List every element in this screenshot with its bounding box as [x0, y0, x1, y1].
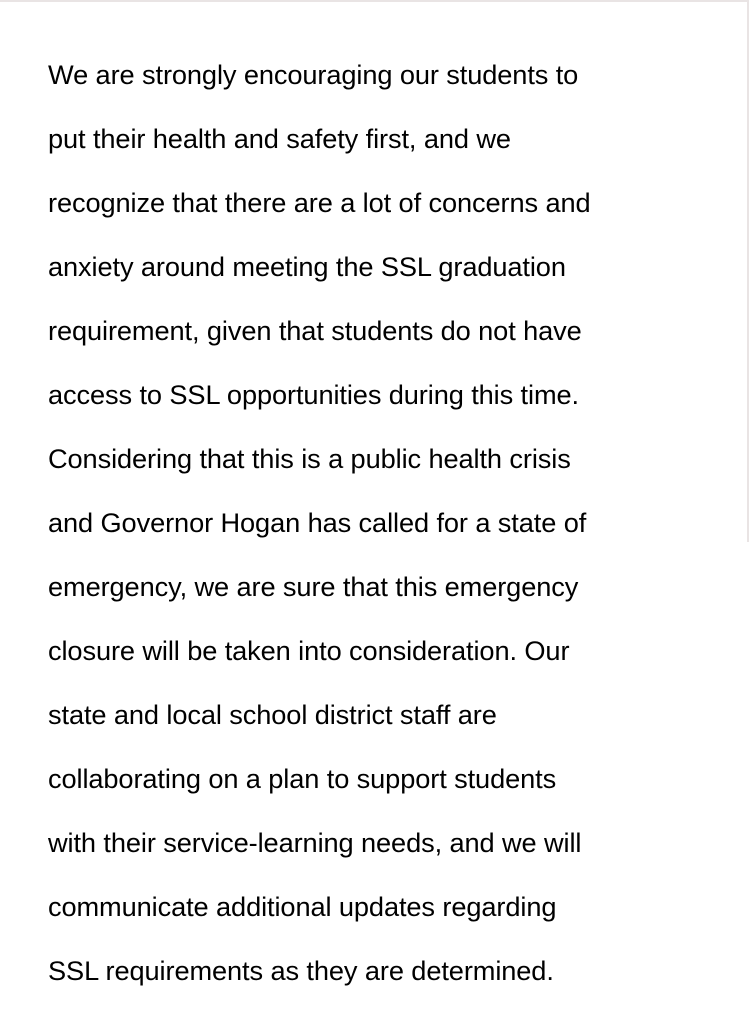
statement-line: closure will be taken into consideration. Our	[48, 635, 570, 666]
statement-line: communicate additional updates regarding	[48, 891, 557, 922]
statement-line: SSL requirements as they are determined.	[48, 955, 554, 986]
statement-line: emergency, we are sure that this emergency	[48, 571, 579, 602]
statement-line: anxiety around meeting the SSL graduation	[48, 251, 566, 282]
statement-line: and Governor Hogan has called for a state of	[48, 507, 587, 538]
statement-line: requirement, given that students do not have	[48, 315, 582, 346]
statement-line: Considering that this is a public health crisis	[48, 443, 571, 474]
statement-line: recognize that there are a lot of concerns and	[48, 187, 591, 218]
statement-line: access to SSL opportunities during this time.	[48, 379, 579, 410]
statement-line: with their service-learning needs, and we will	[48, 827, 582, 858]
statement-line: state and local school district staff are	[48, 699, 497, 730]
statement-line: put their health and safety first, and we	[48, 123, 511, 154]
statement-line: We are strongly encouraging our students to	[48, 59, 579, 90]
statement-line: collaborating on a plan to support students	[48, 763, 557, 794]
statement-paragraph	[48, 27, 591, 1019]
